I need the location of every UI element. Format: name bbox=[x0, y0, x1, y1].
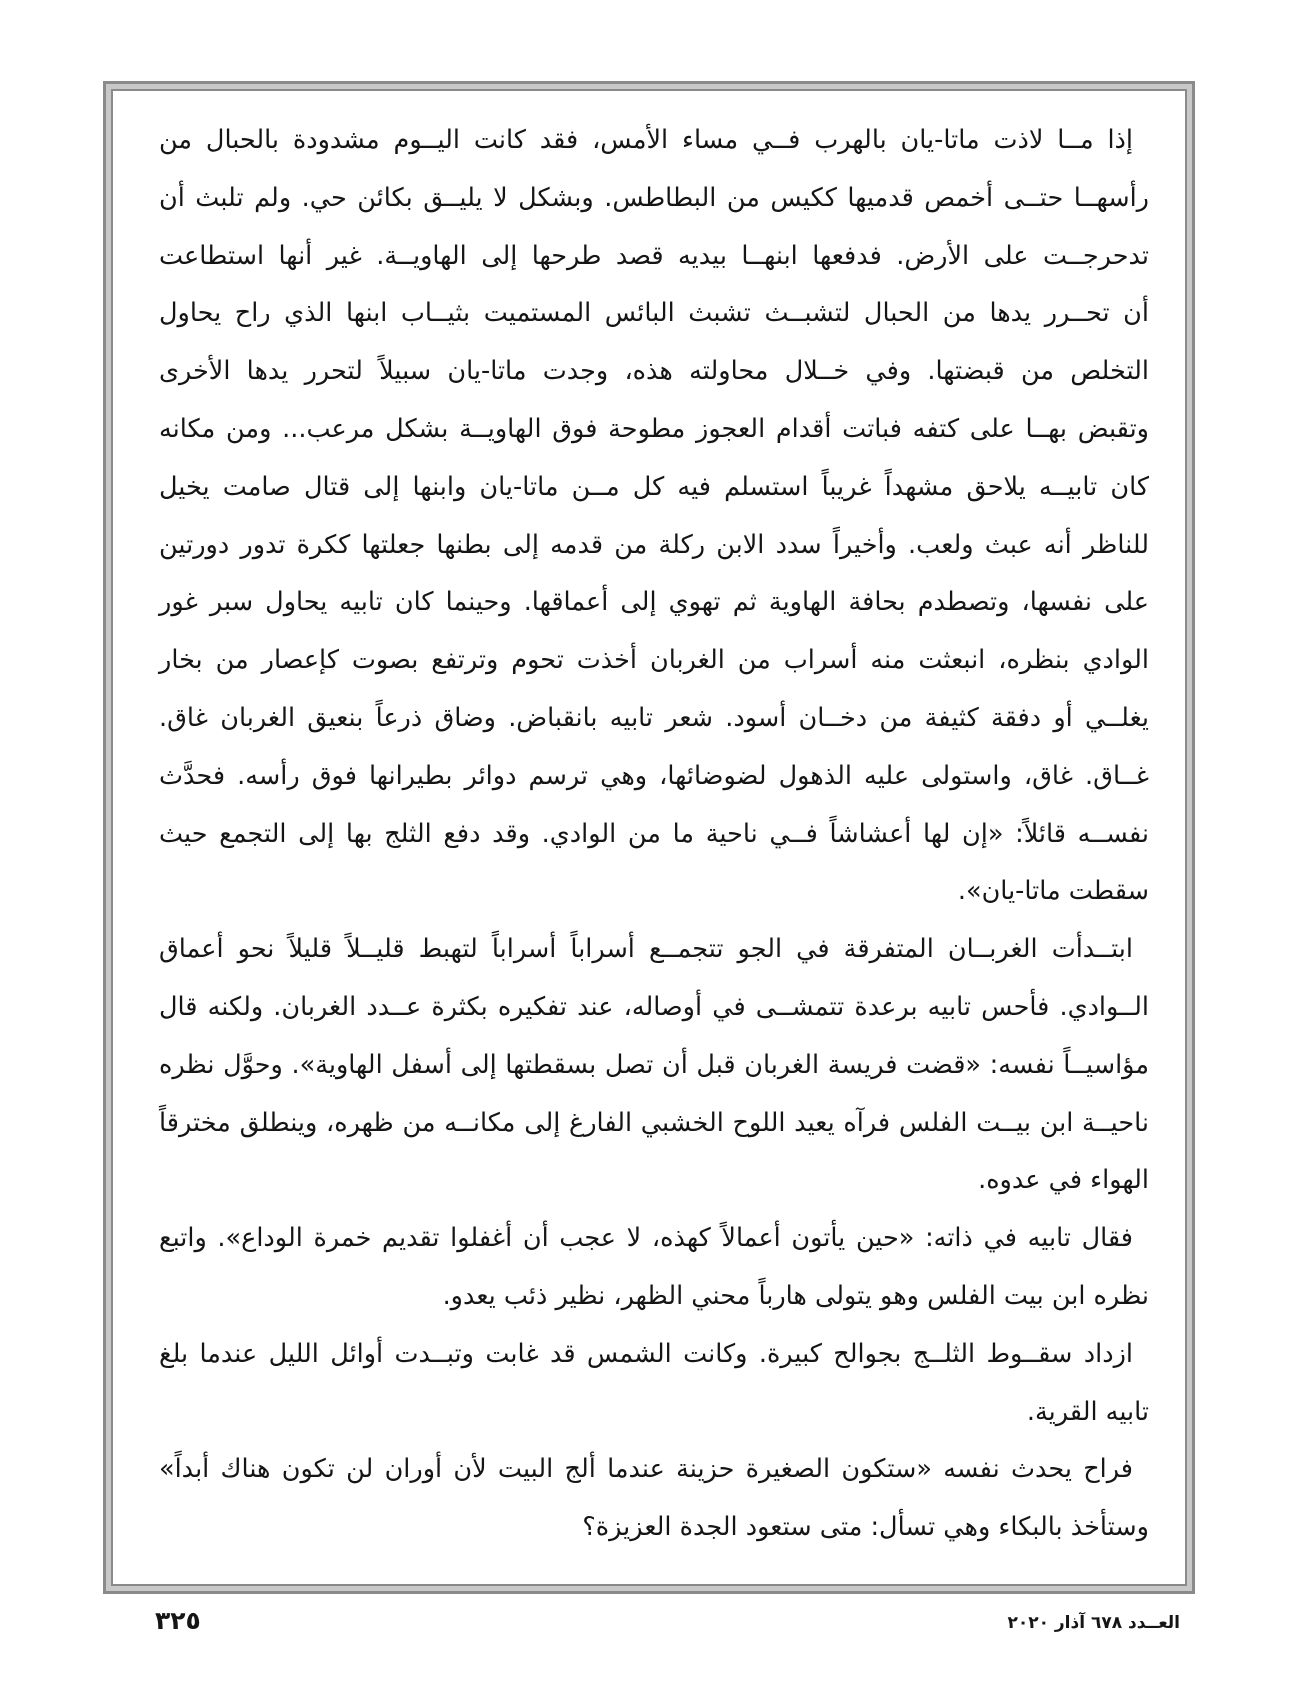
text-line: سقطت ماتا-يان». bbox=[957, 876, 1149, 907]
page-number: ٣٢٥ bbox=[155, 1606, 201, 1635]
text-line: إذا مــا لاذت ماتا-يان بالهرب فــي مساء الأمس، فقد كانت اليــوم مشدودة بالحبال من bbox=[159, 125, 1133, 155]
text-line: ابتــدأت الغربــان المتفرقة في الجو تتجمــع أسراباً أسراباً لتهبط قليــلاً قليلاً نحو أعماق bbox=[159, 934, 1133, 965]
text-line: للناظر أنه عبث ولعب. وأخيراً سدد الابن ركلة من قدمه إلى بطنها جعلتها ككرة تدور دورتين bbox=[159, 529, 1149, 560]
text-line: يغلــي أو دفقة كثيفة من دخــان أسود. شعر تابيه بانقباض. وضاق ذرعاً بنعيق الغربان غاق. bbox=[159, 702, 1149, 733]
paragraph bbox=[159, 921, 1149, 1210]
paragraph bbox=[159, 112, 1149, 921]
text-line: كان تابيــه يلاحق مشهداً غريباً استسلم فيه كل مــن ماتا-يان وابنها إلى قتال صامت يخيل bbox=[159, 471, 1149, 502]
text-line: نظره ابن بيت الفلس وهو يتولى هارباً محني الظهر، نظير ذئب يعدو. bbox=[442, 1280, 1149, 1311]
text-line: مؤاسيــاً نفسه: «قضت فريسة الغربان قبل أن تصل بسقطتها إلى أسفل الهاوية». وحوَّل نظره bbox=[159, 1049, 1149, 1080]
text-line: رأسهــا حتــى أخمص قدميها ككيس من البطاطس. وبشكل لا يليــق بكائن حي. ولم تلبث أن bbox=[159, 182, 1149, 213]
text-line: ازداد سقــوط الثلــج بجوالح كبيرة. وكانت الشمس قد غابت وتبــدت أوائل الليل عندما بلغ bbox=[159, 1338, 1133, 1369]
text-line: تدحرجــت على الأرض. فدفعها ابنهــا بيديه قصد طرحها إلى الهاويــة. غير أنها استطاعت bbox=[159, 240, 1149, 271]
text-line: تابيه القرية. bbox=[1026, 1396, 1149, 1427]
text-line: فقال تابيه في ذاته: «حين يأتون أعمالاً كهذه، لا عجب أن أغفلوا تقديم خمرة الوداع». واتبع bbox=[159, 1223, 1133, 1254]
text-line: الــوادي. فأحس تابيه برعدة تتمشــى في أوصاله، عند تفكيره بكثرة عــدد الغربان. ولكنه قال bbox=[159, 991, 1149, 1022]
text-line: وتقبض بهــا على كتفه فباتت أقدام العجوز مطوحة فوق الهاويــة بشكل مرعب... ومن مكانه bbox=[159, 413, 1149, 444]
text-line: الهواء في عدوه. bbox=[978, 1165, 1149, 1196]
article-body bbox=[159, 112, 1149, 1557]
text-line: التخلص من قبضتها. وفي خــلال محاولته هذه، وجدت ماتا-يان سبيلاً لتحرر يدها الأخرى bbox=[159, 356, 1149, 387]
text-line: أن تحــرر يدها من الحبال لتشبــث تشبث البائس المستميت بثيــاب ابنها الذي راح يحاول bbox=[159, 298, 1149, 329]
text-line: غــاق. غاق، واستولى عليه الذهول لضوضائها، وهي ترسم دوائر بطيرانها فوق رأسه. فحدَّث bbox=[159, 760, 1149, 791]
paragraph bbox=[159, 1210, 1149, 1326]
text-line: نفســه قائلاً: «إن لها أعشاشاً فــي ناحية ما من الوادي. وقد دفع الثلج بها إلى التجمع حيث bbox=[159, 818, 1149, 849]
issue-info: العــدد ٦٧٨ آذار ٢٠٢٠ bbox=[1007, 1613, 1180, 1633]
text-line: وستأخذ بالبكاء وهي تسأل: متى ستعود الجدة العزيزة؟ bbox=[582, 1512, 1149, 1543]
paragraph bbox=[159, 1441, 1149, 1557]
text-line: الوادي بنظره، انبعثت منه أسراب من الغربان أخذت تحوم وترتفع بصوت كإعصار من بخار bbox=[159, 645, 1149, 676]
text-line: على نفسها، وتصطدم بحافة الهاوية ثم تهوي إلى أعماقها. وحينما كان تابيه يحاول سبر غور bbox=[159, 587, 1149, 618]
text-line: فراح يحدث نفسه «ستكون الصغيرة حزينة عندما ألج البيت لأن أوران لن تكون هناك أبداً» bbox=[159, 1454, 1133, 1485]
paragraph bbox=[159, 1326, 1149, 1442]
text-line: ناحيــة ابن بيــت الفلس فرآه يعيد اللوح الخشبي الفارغ إلى مكانــه من ظهره، وينطلق مخترقاً bbox=[159, 1107, 1149, 1138]
